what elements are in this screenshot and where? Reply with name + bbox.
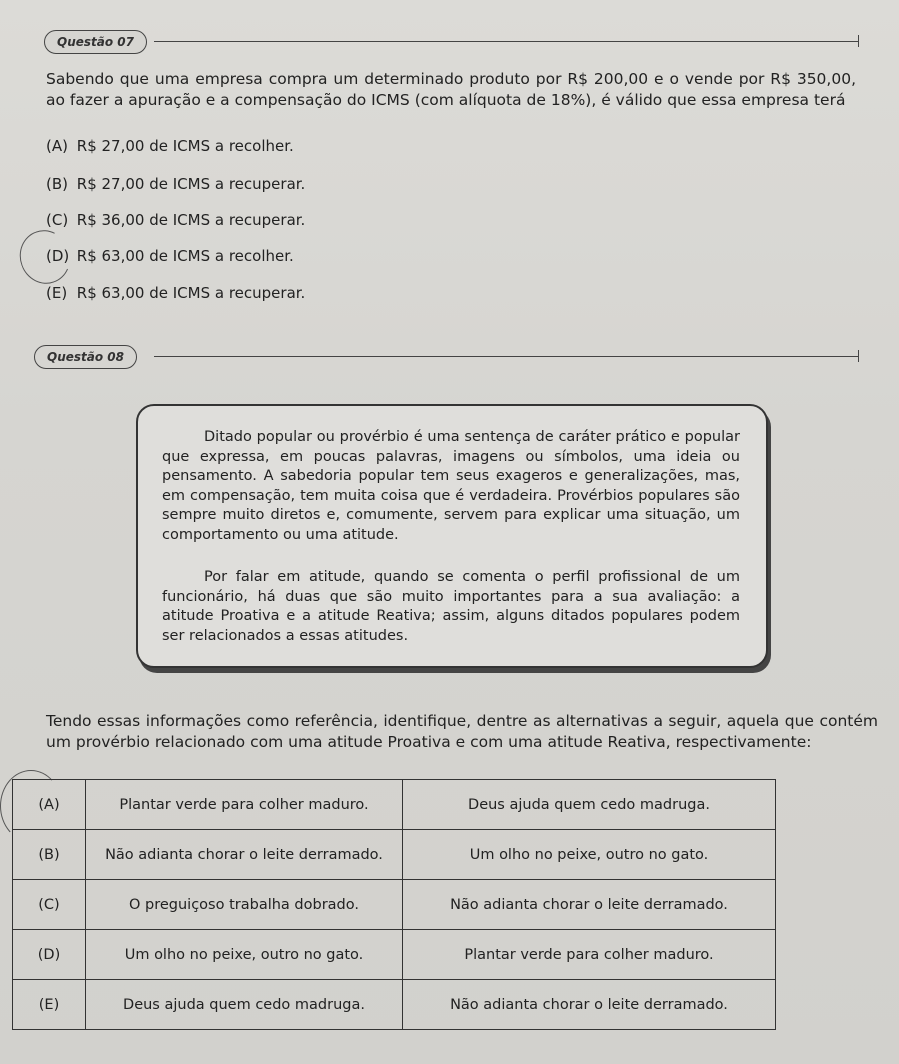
option-letter: (B) [46,175,68,193]
question-08-task: Tendo essas informações como referência, identifique, dentre as alternativas a seguir, aquela que contém um provérbio relacionado com uma atitude Proativa e com uma atitude Reativa, respectivamente: [46,712,878,751]
option-c[interactable] [46,210,305,230]
question-08-label: Questão 08 [34,345,137,369]
option-e[interactable] [46,283,305,303]
option-text: R$ 27,00 de ICMS a recolher. [76,137,294,155]
option-a[interactable] [46,136,294,156]
question-07-stem: Sabendo que uma empresa compra um determinado produto por R$ 200,00 e o vende por R$ 350,00, ao fazer a apuração e a compensação do ICMS (com alíquota de 18%), é válido que essa empresa terá [46,70,856,109]
proverb-reativa: Plantar verde para colher maduro. [403,930,776,980]
proverb-proativa: Plantar verde para colher maduro. [86,780,403,830]
option-letter: (C) [46,211,69,229]
table-row[interactable] [13,930,776,980]
question-07-label: Questão 07 [44,30,147,54]
proverb-proativa: O preguiçoso trabalha dobrado. [86,880,403,930]
header-rule-end [858,350,859,362]
table-row[interactable] [13,830,776,880]
option-text: R$ 63,00 de ICMS a recuperar. [76,284,306,302]
row-letter: (C) [13,880,86,930]
option-text: R$ 36,00 de ICMS a recuperar. [76,211,306,229]
table-row[interactable] [13,880,776,930]
option-letter: (D) [46,247,70,265]
row-letter: (E) [13,980,86,1030]
table-row[interactable] [13,980,776,1030]
text-box-paragraph-1: Ditado popular ou provérbio é uma sentença de caráter prático e popular que expressa, em poucas palavras, imagens ou símbolos, uma ideia ou pensamento. A sabedoria popular tem seus exageros e generalizações, mas, em compensação, tem muita coisa que é verdadeira. Provérbios populares são sempre muito diretos e, comumente, servem para explicar uma situação, um comportamento ou uma atitude. [162,429,740,543]
question-07-header [44,30,859,56]
proverb-proativa: Não adianta chorar o leite derramado. [86,830,403,880]
option-text: R$ 27,00 de ICMS a recuperar. [76,175,306,193]
proverb-reativa: Deus ajuda quem cedo madruga. [403,780,776,830]
header-rule [154,41,859,42]
text-box-paragraph-2: Por falar em atitude, quando se comenta o perfil profissional de um funcionário, há duas que são muito importantes para a sua avaliação: a atitude Proativa e a atitude Reativa; assim, alguns ditados populares podem ser relacionados a essas atitudes. [162,569,740,644]
header-rule-end [858,35,859,47]
option-letter: (A) [46,137,68,155]
text-box [136,404,768,668]
header-rule [154,356,859,357]
row-letter: (A) [13,780,86,830]
table-row[interactable] [13,780,776,830]
option-letter: (E) [46,284,68,302]
row-letter: (D) [13,930,86,980]
proverb-reativa: Não adianta chorar o leite derramado. [403,880,776,930]
handwritten-circle-mark [12,223,77,291]
alternatives-table [12,779,776,1030]
option-text: R$ 63,00 de ICMS a recolher. [76,247,294,265]
question-08-header [44,345,859,371]
proverb-proativa: Deus ajuda quem cedo madruga. [86,980,403,1030]
option-b[interactable] [46,174,305,194]
proverb-proativa: Um olho no peixe, outro no gato. [86,930,403,980]
proverb-reativa: Não adianta chorar o leite derramado. [403,980,776,1030]
proverb-reativa: Um olho no peixe, outro no gato. [403,830,776,880]
option-d[interactable] [46,246,294,266]
row-letter: (B) [13,830,86,880]
